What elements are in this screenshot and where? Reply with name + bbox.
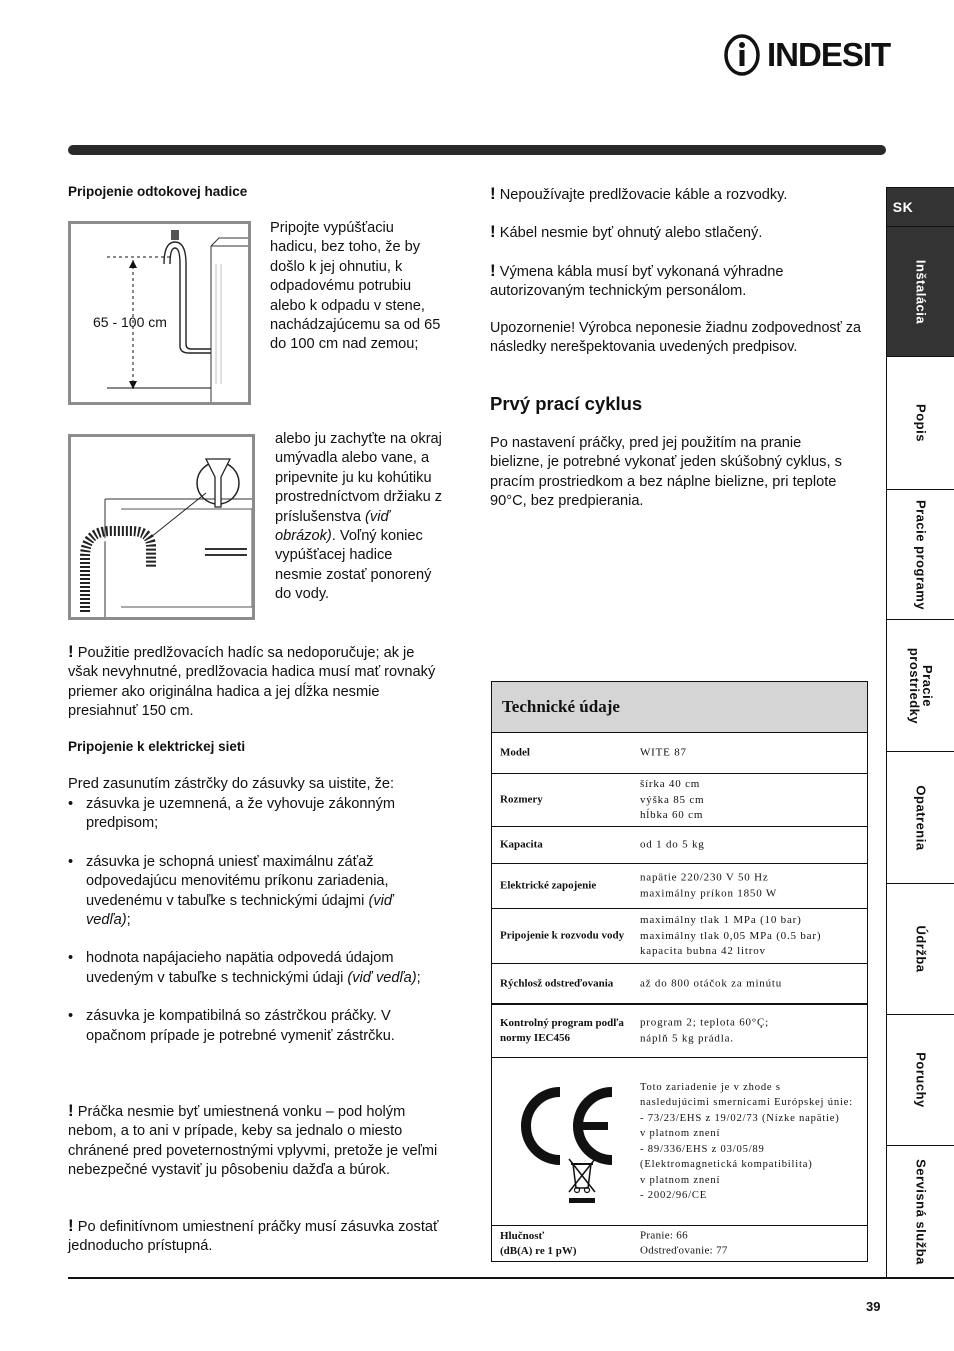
- tab-label: Opatrenia: [913, 784, 929, 851]
- warning-cables-text: Nepoužívajte predlžovacie káble a rozvodky.: [499, 187, 788, 203]
- warning-outdoor-text: Práčka nesmie byť umiestnená vonku – pod holým nebom, a to ani v prípade, keby sa jednalo o miesto chránené pred poveternostnými vplyvmi, pretože je veľmi nebezpečné vystaviť ju pôsobeniu dažďa a búrok.: [68, 1104, 438, 1179]
- bullet-text: hodnota napájacieho napätia odpovedá údajom uvedeným v tabuľke s technickými údaji: [86, 950, 394, 986]
- tab-detergents[interactable]: [887, 620, 954, 752]
- first-cycle-text: Po nastavení práčky, pred jej použitím na pranie bielizne, je potrebné vykonať jeden skúšobný cyklus, s pracím prostriedkom a bez náplne bielizne, pri teplote 90°C, bez predpierania.: [490, 435, 842, 510]
- warning-cable-bend: [490, 222, 870, 243]
- spec-label-line: Hlučnosť: [500, 1229, 545, 1242]
- spec-title: Technické údaje: [492, 682, 867, 733]
- spec-table: [491, 681, 868, 1262]
- tab-maintenance[interactable]: [887, 884, 954, 1015]
- table-row: [492, 1005, 867, 1058]
- ce-line: Toto zariadenie je v zhode s: [640, 1081, 781, 1093]
- spec-value: WITE 87: [640, 746, 687, 759]
- tab-wash-programs[interactable]: [887, 490, 954, 620]
- logo-mark-icon: [723, 33, 763, 77]
- ce-line: v platnom znení: [640, 1128, 721, 1139]
- drain-text-1: Pripojte vypúšťaciu hadicu, bez toho, že by došlo k jej ohnutiu, k odpadovému potrubiu alebo k odpadu v stene, nachádzajúcemu sa od 65 do 100 cm nad zemou;: [270, 220, 441, 353]
- list-item: [68, 949, 436, 988]
- spec-label: Model: [500, 746, 530, 759]
- warning-cable-replace-text: Výmena kábla musí byť vykonaná výhradne autorizovaným technickým personálom.: [490, 264, 784, 300]
- ce-line: nasledujúcimi smernicami Európskej únie:: [640, 1097, 853, 1108]
- spec-value: až do 800 otáčok za minútu: [640, 976, 783, 989]
- spec-value: [640, 871, 777, 902]
- bullet-text: zásuvka je uzemnená, a že vyhovuje zákonným predpisom;: [86, 796, 396, 832]
- elec-heading: Pripojenie k elektrickej sieti: [68, 739, 246, 754]
- spec-label: Rýchlosž odstreďovania: [500, 977, 614, 989]
- spec-value-line: napätie 220/230 V 50 Hz: [640, 871, 769, 884]
- drain-sink-illustration: [71, 437, 252, 617]
- spec-label: Elektrické zapojenie: [500, 879, 597, 892]
- spec-value: [640, 777, 704, 824]
- tab-label: Pracie programy: [913, 499, 929, 610]
- spec-label: Kontrolný program podľa normy IEC456: [500, 1017, 624, 1044]
- tab-label: Popis: [913, 404, 929, 442]
- spec-value-line: náplň 5 kg prádla.: [640, 1032, 734, 1044]
- tab-service[interactable]: [887, 1146, 954, 1277]
- warning-mark-icon: !: [490, 222, 496, 241]
- drain-text-2c: . Voľný koniec vypúšťacej hadice nesmie zostať ponorený do vody.: [275, 528, 432, 603]
- spec-label: Kapacita: [500, 838, 543, 851]
- warning-mark-icon: !: [68, 1216, 74, 1235]
- warning-hose-text: Použitie predlžovacích hadíc sa nedoporučuje; ak je však nevyhnutné, predlžovacia hadica musí mať rovnaký priemer ako originálna hadica a jej dĺžka nesmie presiahnuť 150 cm.: [68, 645, 436, 720]
- elec-intro: Pred zasunutím zástrčky do zásuvky sa uistite, že:: [68, 776, 395, 792]
- warning-access-text: Po definitívnom umiestnení práčky musí zásuvka zostať jednoducho prístupná.: [68, 1219, 439, 1255]
- bullet-text: zásuvka je kompatibilná so zástrčkou práčky. V opačnom prípade je potrebné vymeniť zástrčku.: [86, 1008, 395, 1044]
- section-tabs: [886, 187, 954, 1277]
- header-rule: [68, 145, 886, 155]
- ce-line: - 2002/96/CE: [640, 1190, 707, 1201]
- ce-line: - 89/336/EHS z 03/05/89: [640, 1143, 765, 1155]
- spec-value-line: hĺbka 60 cm: [640, 808, 704, 821]
- spec-value: od 1 do 5 kg: [640, 838, 705, 851]
- table-row: [492, 1058, 867, 1226]
- list-item: [68, 853, 436, 931]
- list-item: [68, 1007, 406, 1046]
- drain-heading: Pripojenie odtokovej hadice: [68, 184, 248, 199]
- warning-hose: [68, 642, 444, 722]
- tab-label: Inštalácia: [913, 259, 929, 324]
- tab-language[interactable]: [887, 187, 954, 227]
- warning-cable-bend-text: Kábel nesmie byť ohnutý alebo stlačený.: [499, 225, 763, 241]
- spec-label: Rozmery: [500, 793, 543, 806]
- tab-precautions[interactable]: [887, 752, 954, 884]
- bullet-ref: (viď vedľa): [86, 892, 394, 929]
- tab-label: Údržba: [913, 925, 929, 973]
- tab-label: Pracie prostriedky: [907, 647, 935, 724]
- tab-troubleshooting[interactable]: [887, 1015, 954, 1146]
- spec-value-line: maximálny tlak 0,05 MPa (0.5 bar): [640, 929, 822, 942]
- bullet-text: ;: [126, 912, 131, 929]
- spec-value: [640, 913, 821, 960]
- spec-value-line: program 2; teplota 60°Ç;: [640, 1016, 769, 1029]
- figure-drain-sink: [68, 434, 255, 620]
- ce-line: v platnom znení: [640, 1174, 721, 1186]
- table-row: [492, 774, 867, 827]
- page-number: 39: [866, 1299, 881, 1314]
- tab-installation[interactable]: [887, 227, 954, 357]
- tab-label: Poruchy: [913, 1052, 929, 1108]
- spec-value-line: Odstreďovanie: 77: [640, 1244, 728, 1257]
- spec-value-line: kapacita bubna 42 litrov: [640, 944, 766, 957]
- warning-access: [68, 1216, 444, 1257]
- spec-label: [500, 1229, 625, 1259]
- tab-label: Servisná služba: [913, 1158, 929, 1265]
- spec-label: Pripojenie k rozvodu vody: [500, 929, 625, 942]
- spec-value-line: šírka 40 cm: [640, 777, 701, 790]
- drain-text-2: [275, 430, 443, 605]
- spec-value-line: výška 85 cm: [640, 793, 705, 806]
- elec-checklist: [68, 795, 436, 1046]
- warning-mark-icon: !: [68, 1101, 74, 1120]
- warning-mark-icon: !: [490, 261, 496, 280]
- bullet-text: ;: [416, 969, 421, 986]
- logo-wordmark: INDESIT: [767, 36, 891, 73]
- spec-value: [640, 1228, 728, 1259]
- first-cycle-heading: Prvý prací cyklus: [490, 393, 643, 414]
- tab-description[interactable]: [887, 357, 954, 490]
- ce-line: (Elektromagnetická kompatibilita): [640, 1159, 813, 1170]
- table-row: [492, 827, 867, 864]
- warning-mark-icon: !: [490, 184, 496, 203]
- table-row: [492, 733, 867, 774]
- spec-value-line: maximálny tlak 1 MPa (10 bar): [640, 913, 802, 926]
- height-label: 65 - 100 cm: [93, 314, 167, 330]
- footer-rule: [68, 1277, 954, 1279]
- liability-notice: Upozornenie! Výrobca neponesie žiadnu zodpovednosť za následky nerešpektovania uvedených predpisov.: [490, 320, 861, 356]
- table-row: [492, 909, 867, 964]
- warning-cable-replace: [490, 261, 850, 302]
- weee-bin-icon: [566, 1156, 598, 1204]
- ce-line: - 73/23/EHS z 19/02/73 (Nízke napätie): [640, 1112, 840, 1124]
- spec-value-line: maximálny príkon 1850 W: [640, 887, 778, 899]
- warning-mark-icon: !: [68, 642, 74, 661]
- brand-logo: [723, 33, 893, 77]
- drain-text-2a: alebo ju zachyťte na okraj umývadla alebo vane, a pripevnite ju ku kohútiku prostredníctvom držiaku z príslušenstva: [275, 431, 443, 525]
- spec-value-line: Pranie: 66: [640, 1229, 688, 1241]
- warning-outdoor: [68, 1101, 444, 1181]
- table-row: [492, 1226, 867, 1261]
- tab-label: SK: [892, 199, 914, 215]
- warning-cables: [490, 184, 870, 205]
- spec-label-line: (dB(A) re 1 pW): [500, 1244, 577, 1257]
- table-row: [492, 864, 867, 909]
- ce-compliance-text: [640, 1080, 853, 1204]
- bullet-text: zásuvka je schopná uniesť maximálnu záťaž odpovedajúcu menovitému príkonu zariadenia, uvedenému v tabuľke s technickými údajmi: [86, 853, 389, 909]
- figure-drain-wall: [68, 221, 251, 405]
- table-row: [492, 964, 867, 1005]
- drain-text-2b: (viď obrázok): [275, 508, 390, 545]
- spec-value: [640, 1016, 769, 1047]
- bullet-ref: (viď vedľa): [347, 969, 417, 986]
- list-item: [68, 795, 436, 834]
